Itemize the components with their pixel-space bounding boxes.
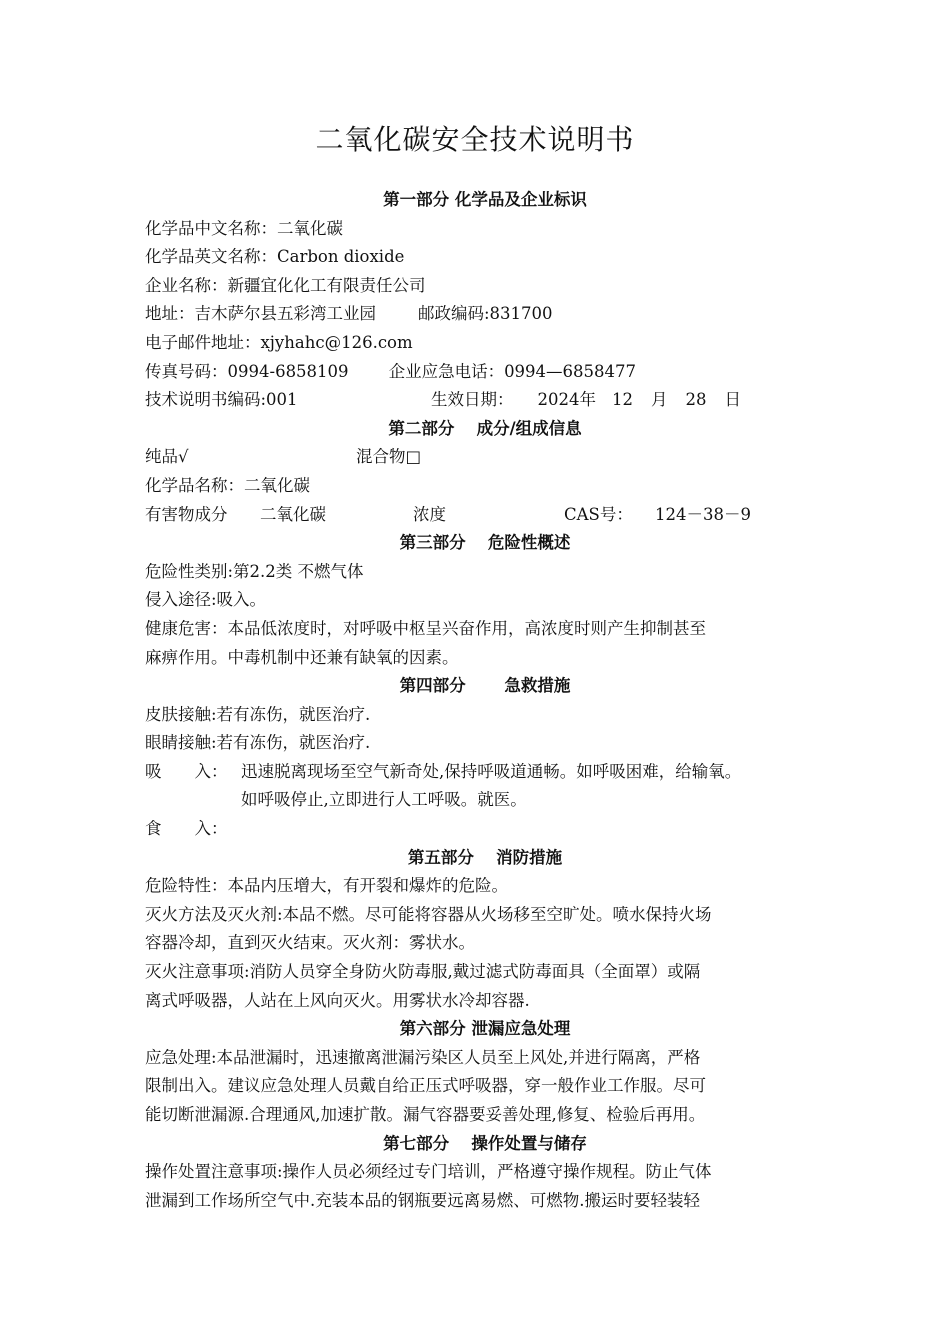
health-hazard-line2: 麻痹作用。中毒机制中还兼有缺氧的因素。 xyxy=(145,647,459,667)
part5-heading: 第五部分 消防措施 xyxy=(407,847,563,867)
cas-value: 124－38－9 xyxy=(655,504,751,524)
leak-response-line2: 限制出入。建议应急处理人员戴自给正压式呼吸器，穿一般作业工作服。尽可 xyxy=(145,1076,706,1096)
mixture-checkbox: 混合物□ xyxy=(356,447,422,467)
eye-contact: 眼睛接触:若有冻伤，就医治疗. xyxy=(145,733,371,753)
postcode: 邮政编码:831700 xyxy=(418,304,553,324)
company-name: 企业名称：新疆宜化化工有限责任公司 xyxy=(145,275,426,295)
handling-line1: 操作处置注意事项:操作人员必须经过专门培训，严格遵守操作规程。防止气体 xyxy=(145,1162,712,1182)
inhalation-line2: 如呼吸停止,立即进行人工呼吸。就医。 xyxy=(241,790,527,810)
fire-hazard: 危险特性：本品内压增大，有开裂和爆炸的危险。 xyxy=(145,876,508,896)
fax-row xyxy=(145,358,825,387)
inhalation-line1: 迅速脱离现场至空气新奇处,保持呼吸道通畅。如呼吸困难，给输氧。 xyxy=(241,761,742,781)
ingestion-label: 食 入： xyxy=(145,819,228,839)
address: 地址：吉木萨尔县五彩湾工业园 xyxy=(145,304,376,324)
leak-response-line1: 应急处理:本品泄漏时，迅速撤离泄漏污染区人员至上风处,并进行隔离，严格 xyxy=(145,1047,701,1067)
part6-heading: 第六部分 泄漏应急处理 xyxy=(399,1019,571,1039)
address-row xyxy=(145,300,825,329)
effective-month-num: 12 xyxy=(612,390,633,410)
fax: 传真号码：0994-6858109 xyxy=(145,361,349,381)
document-body xyxy=(145,186,825,1215)
email: 电子邮件地址：xjyhahc@126.com xyxy=(145,332,413,352)
inhalation-row xyxy=(145,758,825,787)
emergency-phone: 企业应急电话：0994—6858477 xyxy=(388,361,637,381)
effective-day: 日 xyxy=(724,390,741,410)
part2-heading: 第二部分 成分/组成信息 xyxy=(388,418,582,438)
hazard-component-label: 有害物成分 xyxy=(145,504,228,524)
hazard-component-value: 二氧化碳 xyxy=(260,504,326,524)
inhalation-label: 吸 入： xyxy=(145,761,228,781)
health-hazard-line1: 健康危害：本品低浓度时，对呼吸中枢呈兴奋作用，高浓度时则产生抑制甚至 xyxy=(145,618,706,638)
effective-date-label: 生效日期： xyxy=(431,390,514,410)
entry-route: 侵入途径:吸入。 xyxy=(145,590,267,610)
part3-heading: 第三部分 危险性概述 xyxy=(399,533,571,553)
purity-row xyxy=(145,443,825,472)
concentration-label: 浓度 xyxy=(413,504,446,524)
part4-heading: 第四部分 急救措施 xyxy=(399,676,571,696)
leak-response-line3: 能切断泄漏源.合理通风,加速扩散。漏气容器要妥善处理,修复、检验后再用。 xyxy=(145,1105,706,1124)
hazard-component-row xyxy=(145,501,825,530)
effective-month: 月 xyxy=(651,390,668,410)
doc-code: 技术说明书编码:001 xyxy=(145,390,298,410)
chemical-name: 化学品名称：二氧化碳 xyxy=(145,475,310,495)
effective-day-num: 28 xyxy=(685,390,707,410)
hazard-category: 危险性类别:第2.2类 不燃气体 xyxy=(145,561,364,581)
skin-contact: 皮肤接触:若有冻伤，就医治疗. xyxy=(145,704,371,724)
chemical-cn-name: 化学品中文名称：二氧化碳 xyxy=(145,218,343,238)
document-title: 二氧化碳安全技术说明书 xyxy=(315,123,635,156)
fire-notes-line1: 灭火注意事项:消防人员穿全身防火防毒服,戴过滤式防毒面具（全面罩）或隔 xyxy=(145,962,701,982)
chemical-en-name: 化学品英文名称：Carbon dioxide xyxy=(145,247,405,267)
handling-line2: 泄漏到工作场所空气中.充装本品的钢瓶要远离易燃、可燃物.搬运时要轻装轻 xyxy=(145,1190,700,1210)
extinguish-method-line2: 容器冷却，直到灭火结束。灭火剂：雾状水。 xyxy=(145,933,475,953)
extinguish-method-line1: 灭火方法及灭火剂:本品不燃。尽可能将容器从火场移至空旷处。喷水保持火场 xyxy=(145,904,712,924)
part1-heading: 第一部分 化学品及企业标识 xyxy=(383,190,587,209)
cas-label: CAS号： xyxy=(564,504,633,524)
doc-code-row xyxy=(145,386,825,415)
fire-notes-line2: 离式呼吸器，人站在上风向灭火。用雾状水冷却容器. xyxy=(145,990,530,1010)
part7-heading: 第七部分 操作处置与储存 xyxy=(383,1133,587,1153)
effective-year: 2024年 xyxy=(537,390,596,410)
pure-checkbox: 纯品√ xyxy=(145,447,189,467)
